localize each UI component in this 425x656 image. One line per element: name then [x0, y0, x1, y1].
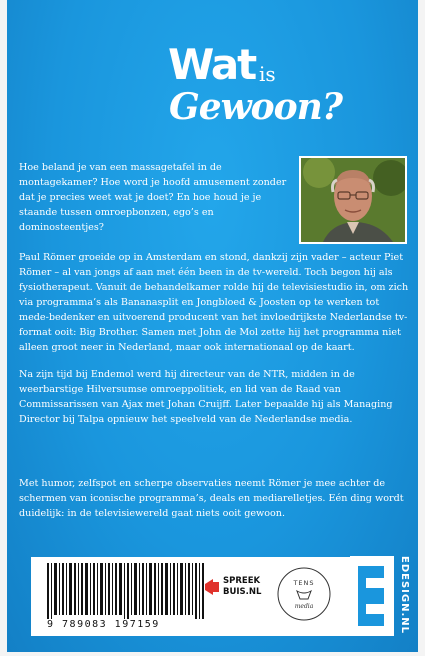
- spreekbuis-logo: [203, 572, 261, 606]
- tens-badge-icon: [275, 565, 333, 623]
- tens-label: TENS: [293, 579, 315, 587]
- title-word-gewoon: Gewoon?: [169, 86, 342, 128]
- closing-paragraph: Met humor, zelfspot en scherpe observaties neemt Römer je mee achter de schermen van iconische programma’s, deals en mediarelletjes. Eén ding wordt duidelijk: in de televisiewereld gaat niets ooit gewoon.: [19, 478, 404, 519]
- cover-title: [7, 40, 418, 140]
- barcode-image: [47, 563, 207, 619]
- title-word-wat: Wat: [168, 40, 256, 89]
- megaphone-icon: [203, 576, 221, 598]
- biography-paragraph: Paul Römer groeide op in Amsterdam en stond, dankzij zijn vader – acteur Piet Römer – al van jongs af aan met één been in de tv-wereld. Toch begon hij als fysiotherapeut. Vanuit de behandelkamer rolde hij de televisiestudio in, om zich via programma’s als Bananasplit en Jongbloed & Joosten op te werken tot mede-bedenker en uitvoerend producent van het invloedrijkste Nederlandse tv-format ooit: Big Brother. Samen met John de Mol zette hij het programma niet alleen groot neer in Nederland, maar ook internationaal op de kaart.: [19, 252, 409, 353]
- author-portrait-image: [301, 158, 405, 242]
- spreekbuis-name-line2: BUIS.NL: [223, 587, 262, 597]
- e-design-logo-icon: [350, 556, 400, 636]
- intro-paragraph: Hoe beland je van een massagetafel in de montagekamer? Hoe word je hoofd amusement zonder dat je precies weet wat je doet? En hoe houd je je staande tussen omroepbonzen, ego’s en dominosteentjes?: [19, 162, 287, 233]
- spreekbuis-name-line1: SPREEK: [223, 576, 261, 586]
- career-paragraph: Na zijn tijd bij Endemol werd hij directeur van de NTR, midden in de weerbarstige Hilversumse omroeppolitiek, en lid van de Raad van Commissarissen van Ajax met Johan Cruijff. Later bepaalde hij als Managing Director bij Talpa opnieuw het speelveld van de Nederlandse media.: [19, 369, 393, 425]
- barcode-panel: [31, 557, 355, 636]
- author-photo: [299, 156, 407, 244]
- book-back-cover: [7, 0, 418, 652]
- isbn-number: 9 789083 197159: [47, 619, 160, 630]
- e-design-vertical-text: EDESIGN.NL: [399, 556, 410, 635]
- tens-sublabel: media: [294, 603, 314, 610]
- tens-media-logo: [275, 565, 333, 623]
- title-word-is: is: [259, 62, 276, 86]
